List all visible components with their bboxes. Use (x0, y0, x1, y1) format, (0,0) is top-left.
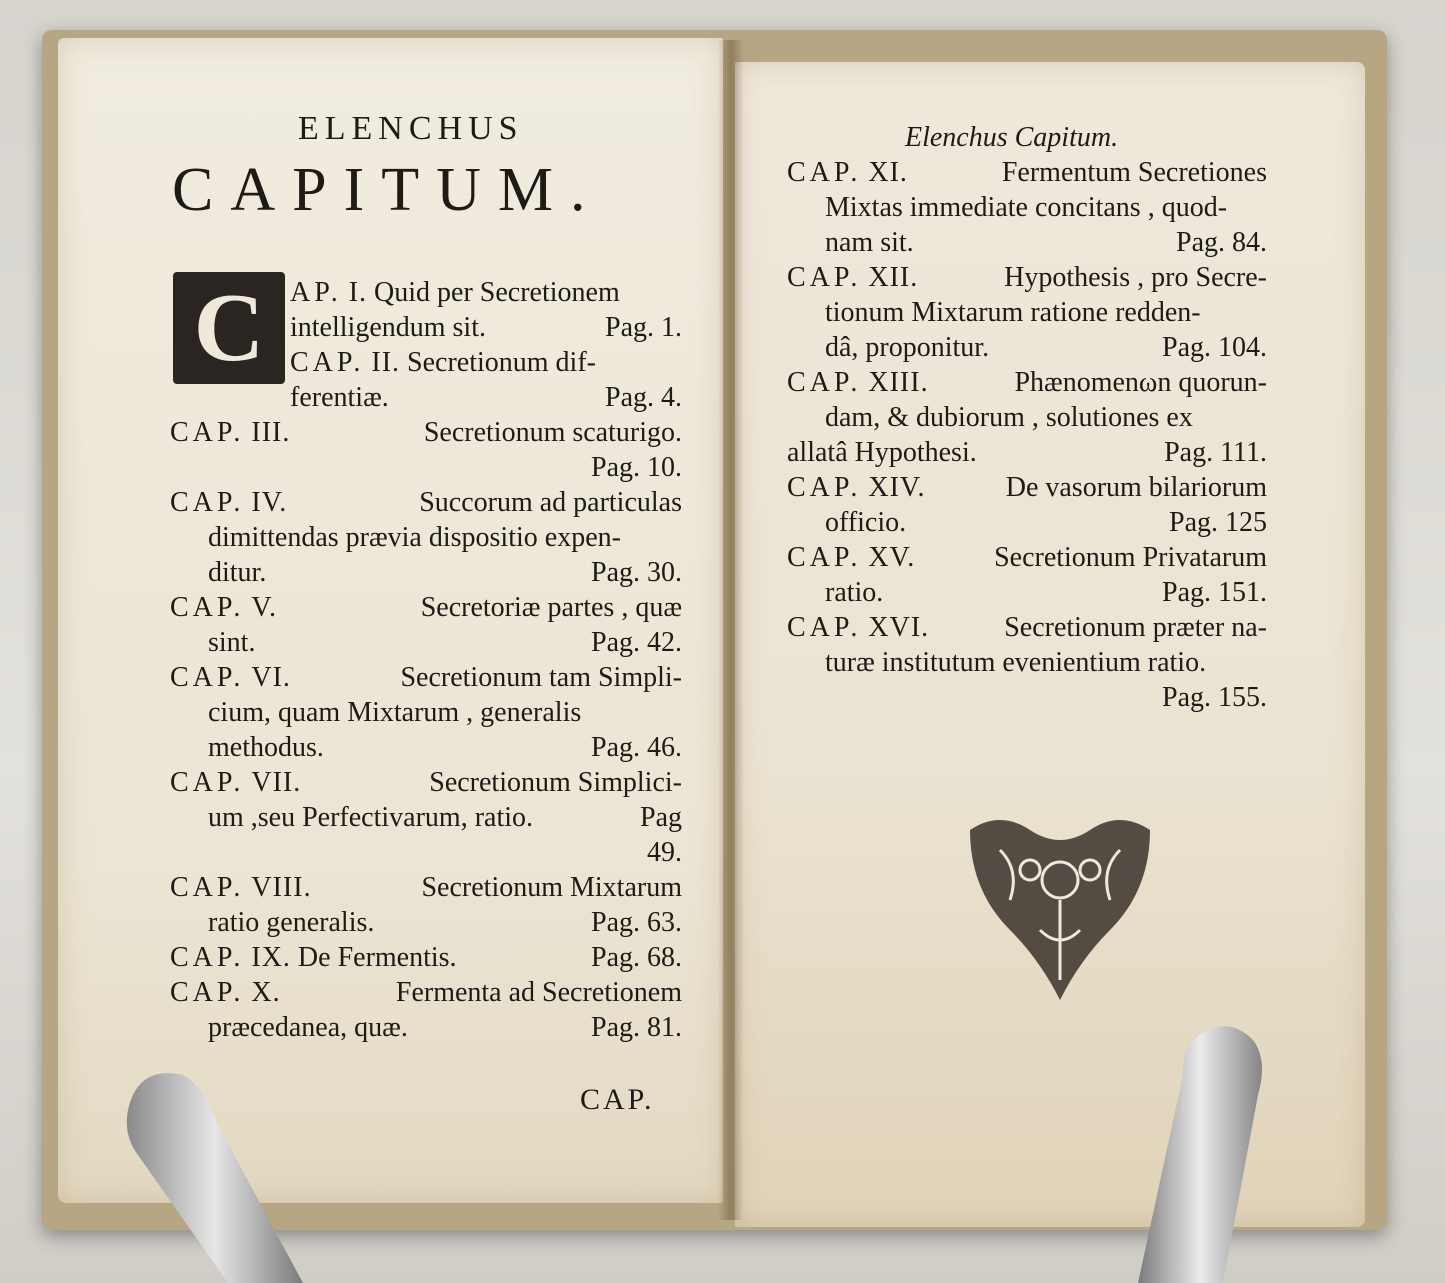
chapter-title-cont: dimittendas prævia dispositio expen- (208, 522, 621, 553)
chapter-title: Phænomenωn quorun- (1014, 367, 1267, 398)
chapter-page: Pag. 155. (1162, 682, 1267, 713)
chapter-title-cont: sint. (208, 627, 256, 658)
chapter-entry (787, 365, 1267, 470)
chapter-title-cont: um ,seu Perfectivarum, ratio. (208, 802, 534, 833)
chapter-title-cont: ratio. (825, 577, 884, 608)
chapter-page: Pag. 68. (591, 942, 682, 973)
chapter-page: Pag. 42. (591, 627, 682, 658)
chapter-cap: CAP. (787, 262, 862, 293)
chapter-page: Pag. 111. (1164, 437, 1267, 468)
chapter-number: V. (251, 592, 277, 623)
chapter-title: Secretionum Simplici- (429, 767, 682, 798)
chapter-title: Secretionum scaturigo. (423, 417, 682, 448)
chapter-title: Hypothesis , pro Secre- (1004, 262, 1267, 293)
chapter-entry (787, 155, 1267, 260)
chapter-title-cont: dam, & dubiorum , solutiones ex (825, 402, 1193, 433)
chapter-title-cont: methodus. (208, 732, 324, 763)
chapter-cap: CAP. (170, 767, 245, 798)
chapter-title-cont: Mixtas immediate concitans , quod- (825, 192, 1228, 223)
chapter-number: XIV. (868, 472, 926, 503)
chapter-cap: CAP. (170, 872, 245, 903)
page-holder-clip-left (118, 1065, 308, 1283)
chapter-title-cont: intelligendum sit. (290, 312, 486, 343)
chapter-cap: CAP. (170, 417, 245, 448)
chapter-entry (170, 870, 682, 940)
chapter-title: De Fermentis. (297, 942, 457, 973)
chapter-cap: CAP. (787, 472, 862, 503)
chapter-entry (787, 470, 1267, 540)
chapter-title-cont: nam sit. (825, 227, 914, 258)
chapter-page: Pag. 46. (591, 732, 682, 763)
chapter-number: XVI. (868, 612, 930, 643)
chapter-number: VII. (251, 767, 302, 798)
chapter-entry (787, 610, 1267, 715)
chapter-entry (170, 275, 682, 345)
chapter-entry (170, 590, 682, 660)
chapter-title-cont: præcedanea, quæ. (208, 1012, 408, 1043)
initial-letter: C (193, 274, 265, 382)
chapter-title: Secretionum præter na- (1004, 612, 1267, 643)
chapter-number: XII. (868, 262, 919, 293)
chapter-page: Pag. 84. (1176, 227, 1267, 258)
left-running-head: ELENCHUS (298, 110, 524, 147)
chapter-number: XV. (868, 542, 916, 573)
chapter-page: Pag. 81. (591, 1012, 682, 1043)
chapter-entry (170, 765, 682, 870)
left-chapter-list (170, 275, 682, 1045)
chapter-title: Secretoriæ partes , quæ (420, 592, 682, 623)
right-chapter-list (787, 155, 1267, 715)
chapter-number: IX. (251, 942, 291, 973)
chapter-cap: CAP. (290, 347, 365, 378)
chapter-title: Succorum ad particulas (419, 487, 682, 518)
chapter-title: Quid per Secretionem (374, 277, 620, 308)
chapter-number: II. (371, 347, 401, 378)
chapter-title: Secretionum Mixtarum (421, 872, 682, 903)
chapter-cap: CAP. (170, 487, 245, 518)
chapter-number: XIII. (868, 367, 929, 398)
chapter-title-cont: tionum Mixtarum ratione redden- (825, 297, 1201, 328)
chapter-page: Pag. 63. (591, 907, 682, 938)
chapter-title: Secretionum Privatarum (994, 542, 1267, 573)
chapter-page: Pag. 30. (591, 557, 682, 588)
chapter-title: De vasorum bilariorum (1005, 472, 1267, 503)
chapter-page: Pag (640, 802, 682, 833)
chapter-entry (170, 940, 682, 975)
chapter-title-cont: ratio generalis. (208, 907, 375, 938)
chapter-cap: AP. (290, 277, 342, 308)
chapter-title: Fermenta ad Secretionem (395, 977, 682, 1008)
chapter-entry (170, 345, 682, 415)
chapter-page: 49. (647, 837, 682, 868)
chapter-cap: CAP. (170, 662, 245, 693)
chapter-page: Pag. 104. (1162, 332, 1267, 363)
chapter-number: III. (251, 417, 291, 448)
chapter-number: VIII. (251, 872, 312, 903)
chapter-title-cont: cium, quam Mixtarum , generalis (208, 697, 582, 728)
page-title: CAPITUM. (172, 156, 603, 224)
chapter-number: IV. (251, 487, 288, 518)
chapter-title-cont: ditur. (208, 557, 267, 588)
chapter-cap: CAP. (787, 612, 862, 643)
chapter-number: VI. (251, 662, 291, 693)
chapter-number: I. (348, 277, 368, 308)
chapter-title: Fermentum Secretiones (1001, 157, 1267, 188)
catchword: CAP. (580, 1083, 655, 1116)
chapter-title-cont: officio. (825, 507, 907, 538)
chapter-title: Secretionum tam Simpli- (400, 662, 682, 693)
chapter-page: Pag. 10. (591, 452, 682, 483)
chapter-title-cont: dâ, proponitur. (825, 332, 990, 363)
chapter-entry (170, 485, 682, 590)
chapter-page: Pag. 4. (605, 382, 682, 413)
page-holder-clip-right (1128, 1015, 1278, 1283)
right-running-head: Elenchus Capitum. (905, 122, 1119, 153)
chapter-entry (787, 260, 1267, 365)
chapter-entry (170, 415, 682, 485)
chapter-cap: CAP. (170, 592, 245, 623)
chapter-title-cont: allatâ Hypothesi. (787, 437, 977, 468)
chapter-page: Pag. 1. (605, 312, 682, 343)
chapter-page: Pag. 125 (1169, 507, 1267, 538)
chapter-entry (170, 975, 682, 1045)
chapter-title-cont: turæ institutum evenientium ratio. (825, 647, 1207, 678)
chapter-cap: CAP. (170, 977, 245, 1008)
chapter-page: Pag. 151. (1162, 577, 1267, 608)
chapter-title: Secretionum dif- (407, 347, 596, 378)
printers-ornament (960, 810, 1160, 1010)
chapter-cap: CAP. (787, 542, 862, 573)
chapter-entry (170, 660, 682, 765)
chapter-cap: CAP. (787, 367, 862, 398)
chapter-cap: CAP. (170, 942, 245, 973)
chapter-number: X. (251, 977, 281, 1008)
chapter-cap: CAP. (787, 157, 862, 188)
chapter-entry (787, 540, 1267, 610)
book-gutter (718, 40, 744, 1220)
chapter-number: XI. (868, 157, 908, 188)
chapter-title-cont: ferentiæ. (290, 382, 389, 413)
